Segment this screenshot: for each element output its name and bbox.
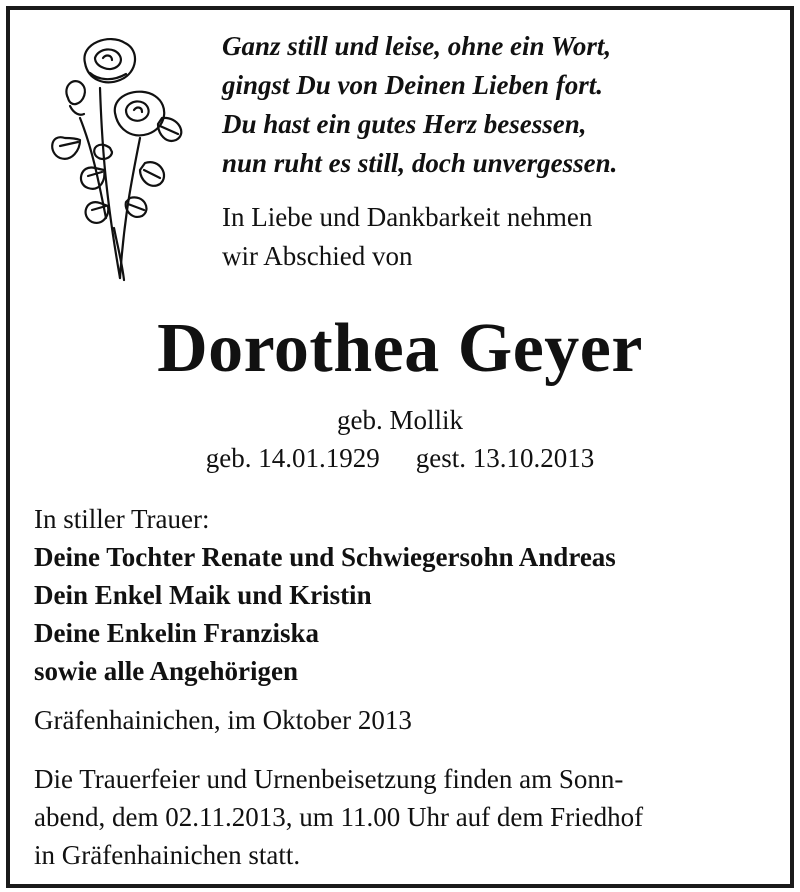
rose-icon (40, 28, 200, 283)
poem-line: Ganz still und leise, ohne ein Wort, (222, 31, 612, 61)
birth-date: geb. 14.01.1929 (205, 443, 380, 473)
death-date: gest. 13.10.2013 (415, 443, 595, 473)
mourners-label: In stiller Trauer: (34, 504, 210, 534)
poem (222, 27, 617, 183)
mourner-line: Dein Enkel Maik und Kristin (34, 580, 372, 610)
mourners-block (34, 500, 616, 690)
place-date: Gräfenhainichen, im Oktober 2013 (34, 705, 412, 735)
mourner-line: Deine Tochter Renate und Schwiegersohn Andreas (34, 542, 616, 572)
intro-line: wir Abschied von (222, 241, 413, 271)
maiden-name: geb. Mollik (337, 405, 463, 435)
mourner-line: Deine Enkelin Franziska (34, 618, 320, 648)
intro-text (222, 198, 592, 276)
funeral-info (34, 760, 643, 874)
poem-line: nun ruht es still, doch unvergessen. (222, 148, 618, 178)
funeral-line: Die Trauerfeier und Urnenbeisetzung finden am Sonn- (34, 764, 624, 794)
life-dates (0, 440, 800, 476)
funeral-line: in Gräfenhainichen statt. (34, 840, 301, 870)
mourner-line: sowie alle Angehörigen (34, 656, 298, 686)
deceased-name: Dorothea Geyer (157, 310, 643, 387)
poem-line: gingst Du von Deinen Lieben fort. (222, 70, 604, 100)
poem-line: Du hast ein gutes Herz besessen, (222, 109, 587, 139)
funeral-line: abend, dem 02.11.2013, um 11.00 Uhr auf dem Friedhof (34, 802, 644, 832)
intro-line: In Liebe und Dankbarkeit nehmen (222, 202, 593, 232)
